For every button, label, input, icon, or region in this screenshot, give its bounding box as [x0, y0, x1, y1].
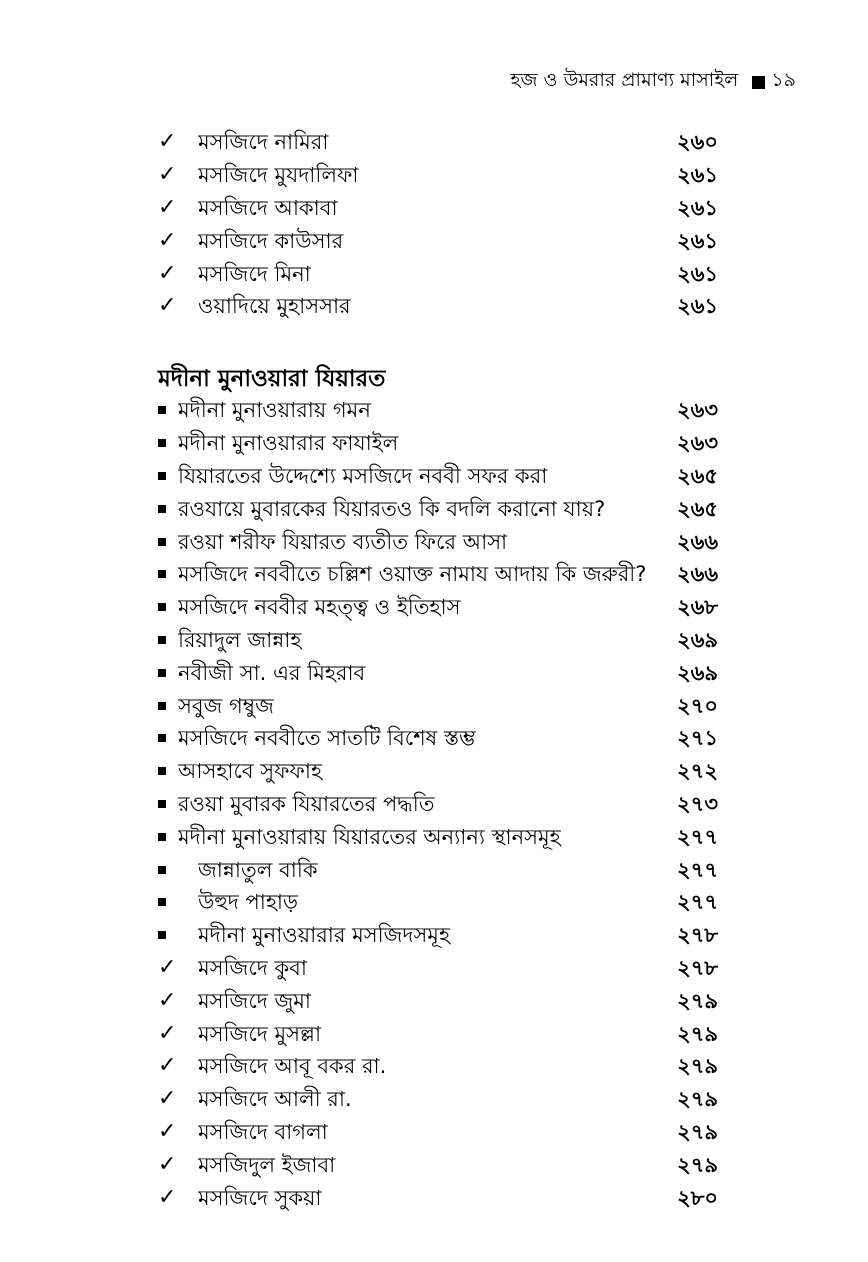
square-bullet-icon — [158, 394, 178, 426]
checkmark-icon: ✓ — [158, 1151, 177, 1177]
toc-entry — [158, 755, 718, 788]
entry-page-number: ২৭৭ — [677, 890, 718, 915]
entry-label: মসজিদে আবূ বকর রা. — [198, 1054, 387, 1079]
entry-label: মদীনা মুনাওয়ারায় যিয়ারতের অন্যান্য স্থানসমূহ — [178, 824, 561, 849]
entry-label: সবুজ গম্বুজ — [178, 693, 274, 718]
square-bullet-icon — [158, 624, 178, 656]
toc-entry — [158, 919, 718, 952]
toc-entry — [158, 394, 718, 427]
entry-page-number: ২৭৯ — [677, 1152, 718, 1177]
entry-label: রিয়াদুল জান্নাহ — [178, 627, 302, 652]
entry-page-number: ২৬৫ — [677, 496, 718, 521]
entry-page-number: ২৭৯ — [677, 1119, 718, 1144]
entry-label: মসজিদে বাগলা — [198, 1119, 328, 1144]
checkmark-icon: ✓ — [158, 1086, 177, 1112]
entry-page-number: ২৬১ — [677, 261, 718, 286]
checkmark-icon: ✓ — [158, 987, 177, 1013]
entry-label: মসজিদে আকাবা — [198, 195, 338, 220]
entry-label: আসহাবে সুফফাহ — [178, 759, 322, 784]
page-number: ১৯ — [771, 69, 796, 91]
toc-entry — [158, 257, 718, 290]
toc-entry — [158, 224, 718, 257]
toc-entry — [158, 984, 718, 1017]
entry-page-number: ২৬৩ — [677, 431, 718, 456]
toc-entry — [158, 952, 718, 985]
entry-page-number: ২৭৯ — [677, 988, 718, 1013]
entry-page-number: ২৭৯ — [677, 1087, 718, 1112]
entry-label: মসজিদে নববীতে চল্লিশ ওয়াক্ত নামায আদায় কি জরুরী? — [178, 562, 647, 587]
toc-entry — [158, 1050, 718, 1083]
toc-entry — [158, 290, 718, 323]
entry-label: মসজিদে নববীতে সাতটি বিশেষ স্তম্ভ — [178, 726, 476, 751]
entry-page-number: ২৮০ — [677, 1185, 718, 1210]
entry-page-number: ২৬৬ — [677, 529, 718, 554]
toc-entry — [158, 853, 718, 886]
toc-entry — [158, 591, 718, 624]
toc-entry — [158, 1181, 718, 1214]
entry-page-number: ২৬১ — [677, 163, 718, 188]
entry-page-number: ২৭৭ — [677, 824, 718, 849]
entry-label: মসজিদে নববীর মহত্ত্ব ও ইতিহাস — [178, 595, 461, 620]
checkmark-icon: ✓ — [158, 1118, 177, 1144]
checkmark-icon: ✓ — [158, 1053, 177, 1079]
entry-label: জান্নাতুল বাকি — [198, 857, 318, 882]
square-bullet-icon — [158, 591, 178, 623]
entry-label: রওযায়ে মুবারকের যিয়ারতও কি বদলি করানো যায়? — [178, 496, 606, 521]
entry-label: মসজিদে নামিরা — [198, 130, 329, 155]
entry-label: মসজিদে জুমা — [198, 988, 312, 1013]
entry-page-number: ২৬১ — [677, 195, 718, 220]
square-bullet-icon — [158, 821, 178, 853]
toc-entry — [158, 492, 718, 525]
toc-entry — [158, 624, 718, 657]
square-bullet-icon — [158, 526, 178, 558]
entry-label: মসজিদুল ইজাবা — [198, 1152, 336, 1177]
entry-label: মসজিদে সুকয়া — [198, 1185, 322, 1210]
checkmark-icon: ✓ — [158, 293, 177, 319]
checkmark-icon: ✓ — [158, 260, 177, 286]
entry-label: মদীনা মুনাওয়ারার ফাযাইল — [178, 431, 399, 456]
section-heading: মদীনা মুনাওয়ারা যিয়ারত — [158, 366, 386, 392]
entry-page-number: ২৬৮ — [677, 595, 718, 620]
entry-page-number: ২৭৩ — [677, 791, 718, 816]
entry-label: মদীনা মুনাওয়ারার মসজিদসমূহ — [198, 923, 450, 948]
entry-label: মসজিদে কুবা — [198, 955, 307, 980]
checkmark-icon: ✓ — [158, 1184, 177, 1210]
square-bullet-icon — [158, 755, 178, 787]
square-bullet-icon — [158, 493, 178, 525]
square-bullet-icon — [158, 919, 198, 951]
entry-page-number: ২৬৯ — [677, 660, 718, 685]
toc-entry — [158, 689, 718, 722]
toc-entry — [158, 192, 718, 225]
square-icon — [752, 76, 765, 89]
toc-entry — [158, 427, 718, 460]
toc-entry — [158, 722, 718, 755]
checkmark-icon: ✓ — [158, 129, 177, 155]
toc-entry — [158, 1148, 718, 1181]
checkmark-icon: ✓ — [158, 1020, 177, 1046]
entry-page-number: ২৬৯ — [677, 627, 718, 652]
toc-entry — [158, 159, 718, 192]
entry-page-number: ২৬৬ — [677, 562, 718, 587]
entry-page-number: ২৬৫ — [677, 463, 718, 488]
toc-entry — [158, 820, 718, 853]
checkmark-icon: ✓ — [158, 162, 177, 188]
entry-label: যিয়ারতের উদ্দেশ্যে মসজিদে নববী সফর করা — [178, 463, 548, 488]
entry-page-number: ২৭৯ — [677, 1021, 718, 1046]
book-title: হজ ও উমরার প্রামাণ্য মাসাইল — [510, 69, 739, 91]
entry-label: মসজিদে কাউসার — [198, 228, 344, 253]
toc-entry — [158, 788, 718, 821]
entry-page-number: ২৭০ — [677, 693, 718, 718]
checkmark-icon: ✓ — [158, 954, 177, 980]
entry-page-number: ২৭৭ — [677, 857, 718, 882]
toc-entry — [158, 1083, 718, 1116]
toc-entry — [158, 126, 718, 159]
entry-label: ওয়াদিয়ে মুহাসসার — [198, 294, 351, 319]
toc-entry — [158, 1116, 718, 1149]
toc-entry — [158, 1017, 718, 1050]
entry-label: নবীজী সা. এর মিহরাব — [178, 660, 366, 685]
entry-label: মসজিদে মুযদালিফা — [198, 163, 359, 188]
checkmark-icon: ✓ — [158, 227, 177, 253]
entry-label: মসজিদে মুসল্লা — [198, 1021, 322, 1046]
square-bullet-icon — [158, 427, 178, 459]
entry-page-number: ২৭২ — [677, 759, 718, 784]
square-bullet-icon — [158, 558, 178, 590]
entry-label: রওয়া শরীফ যিয়ারত ব্যতীত ফিরে আসা — [178, 529, 508, 554]
entry-page-number: ২৭৯ — [677, 1054, 718, 1079]
checkmark-icon: ✓ — [158, 194, 177, 220]
entry-label: উহুদ পাহাড় — [198, 890, 298, 915]
entry-page-number: ২৬০ — [677, 130, 718, 155]
entry-label: রওয়া মুবারক যিয়ারতের পদ্ধতি — [178, 791, 435, 816]
toc-list-second — [158, 394, 718, 1214]
entry-page-number: ২৬১ — [677, 228, 718, 253]
entry-page-number: ২৭৮ — [677, 955, 718, 980]
toc-entry — [158, 886, 718, 919]
toc-entry — [158, 558, 718, 591]
square-bullet-icon — [158, 854, 198, 886]
square-bullet-icon — [158, 690, 178, 722]
toc-entry — [158, 460, 718, 493]
entry-label: মসজিদে আলী রা. — [198, 1087, 352, 1112]
toc-entry — [158, 656, 718, 689]
entry-page-number: ২৬১ — [677, 294, 718, 319]
square-bullet-icon — [158, 886, 198, 918]
running-header — [511, 66, 796, 98]
toc-entry — [158, 525, 718, 558]
square-bullet-icon — [158, 788, 178, 820]
entry-label: মদীনা মুনাওয়ারায় গমন — [178, 398, 371, 423]
toc-list-first — [158, 126, 718, 323]
entry-label: মসজিদে মিনা — [198, 261, 311, 286]
square-bullet-icon — [158, 722, 178, 754]
square-bullet-icon — [158, 460, 178, 492]
entry-page-number: ২৭১ — [677, 726, 718, 751]
entry-page-number: ২৭৮ — [677, 923, 718, 948]
square-bullet-icon — [158, 657, 178, 689]
entry-page-number: ২৬৩ — [677, 398, 718, 423]
